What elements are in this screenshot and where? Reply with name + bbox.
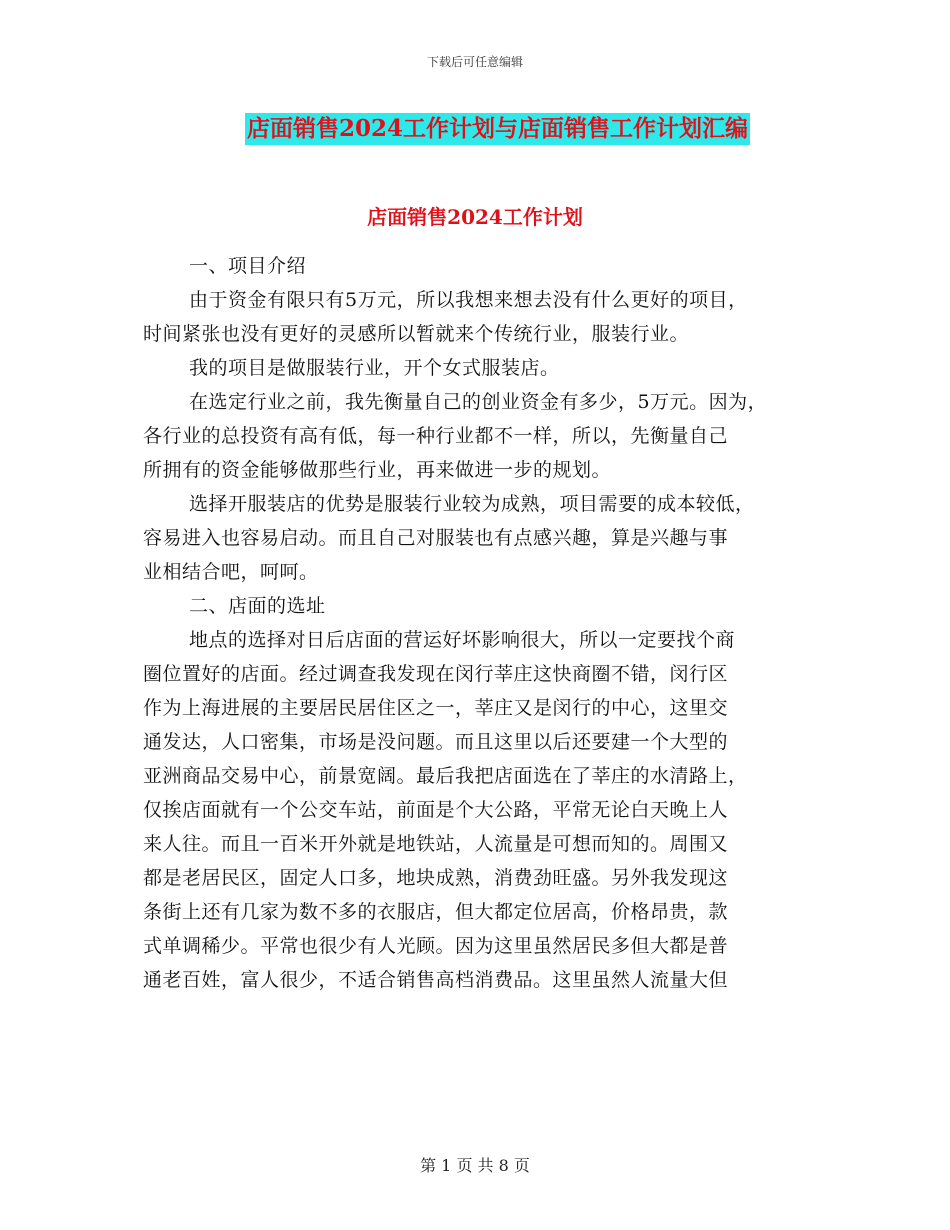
document-body	[143, 249, 823, 997]
body-paragraph: 选择开服装店的优势是服装行业较为成熟，项目需要的成本较低， 容易进入也容易启动。而且自己对服装也有点感兴趣，算是兴趣与事 业相结合吧，呵呵。	[143, 493, 755, 583]
heading-project-intro: 一、项目介绍	[189, 255, 307, 277]
heading-store-location: 二、店面的选址	[189, 595, 326, 617]
document-title: 店面销售2024工作计划与店面销售工作计划汇编	[245, 113, 750, 145]
body-paragraph: 由于资金有限只有5万元，所以我想来想去没有什么更好的项目， 时间紧张也没有更好的灵感所以暂就来个传统行业，服装行业。	[143, 289, 748, 345]
body-paragraph: 在选定行业之前，我先衡量自己的创业资金有多少，5万元。因为， 各行业的总投资有高有低，每一种行业都不一样，所以，先衡量自己 所拥有的资金能够做那些行业，再来做进一步的规划。	[143, 391, 768, 481]
document-title-container	[0, 113, 950, 145]
body-paragraph: 地点的选择对日后店面的营运好坏影响很大，所以一定要找个商 圈位置好的店面。经过调查我发现在闵行莘庄这快商圈不错，闵行区 作为上海进展的主要居民居住区之一，莘庄又是闵行的中心，这里交 通发达，人口密集，市场是没问题。而且这里以后还要建一个大型的 亚洲商品交易中心，前景宽阔。最后我把店面选在了莘庄的水清路上， 仅挨店面就有一个公交车站，前面是个大公路，平常无论白天晚上人 来人往。而且一百米开外就是地铁站，人流量是可想而知的。周围又 都是老居民区，固定人口多，地块成熟，消费劲旺盛。另外我发现这 条街上还有几家为数不多的衣服店，但大都定位居高，价格昂贵，款 式单调稀少。平常也很少有人光顾。因为这里虽然居民多但大都是普 通老百姓，富人很少，不适合销售高档消费品。这里虽然人流量大但	[143, 629, 748, 991]
body-paragraph: 我的项目是做服装行业，开个女式服装店。	[189, 357, 560, 379]
page-number-footer: 第 1 页 共 8 页	[420, 1156, 530, 1175]
section-title: 店面销售2024工作计划	[367, 205, 583, 229]
page-header-note: 下载后可任意编辑	[426, 55, 523, 69]
